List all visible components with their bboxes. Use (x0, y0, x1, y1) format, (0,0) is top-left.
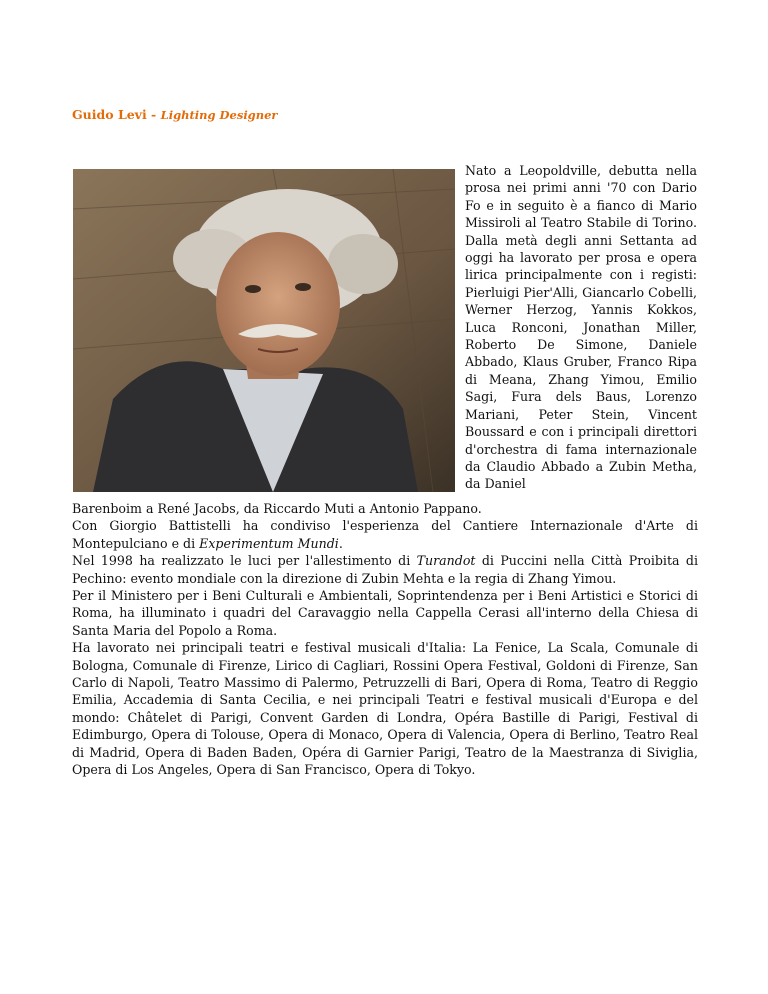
paragraph-caravaggio: Per il Ministero per i Beni Culturali e Ambientali, Soprintendenza per i Beni Artistici e Storici di Roma, ha illuminato i quadri del Caravaggio nella Cappella Cerasi all'interno della Chiesa di Santa Maria del Popolo a Roma. (72, 588, 698, 638)
turandot-pre: Nel 1998 ha realizzato le luci per l'allestimento di (72, 553, 417, 569)
turandot-post: di Puccini nella Città Proibita di Pechino: evento mondiale con la direzione di Zubin Mehta e la regia di Zhang Yimou. (72, 553, 698, 586)
battistelli-end: . (338, 535, 343, 551)
bio-body (72, 500, 698, 779)
paragraph-battistelli (72, 517, 698, 552)
title-separator: - (146, 107, 161, 122)
bio-side-paragraph: Nato a Leopoldville, debutta nella prosa nei primi anni '70 con Dario Fo e in seguito è a fianco di Mario Missiroli al Teatro Stabile di Torino. Dalla metà degli anni Settanta ad oggi ha lavorato per prosa e opera lirica principalmente con i registi: Pierluigi Pier'Alli, Giancarlo Cobelli, Werner Herzog, Yannis Kokkos, Luca Ronconi, Jonathan Miller, Roberto De Simone, Daniele Abbado, Klaus Gruber, Franco Ripa di Meana, Zhang Yimou, Emilio Sagi, Fura dels Baus, Lorenzo Mariani, Peter Stein, Vincent Boussard e con i principali direttori d'orchestra di fama internazionale da Claudio Abbado a Zubin Metha, da Daniel (465, 163, 697, 492)
portrait-illustration (73, 169, 455, 492)
paragraph-turandot (72, 552, 698, 587)
battistelli-text: Con Giorgio Battistelli ha condiviso l'esperienza del Cantiere Internazionale d'Arte di Montepulciano e di (72, 518, 698, 551)
paragraph-teatri: Ha lavorato nei principali teatri e festival musicali d'Italia: La Fenice, La Scala, Comunale di Bologna, Comunale di Firenze, Lirico di Cagliari, Rossini Opera Festival, Goldoni di Firenze, San Carlo di Napoli, Teatro Massimo di Palermo, Petruzzelli di Bari, Opera di Roma, Teatro di Reggio Emilia, Accademia di Santa Cecilia, e nei principali Teatri e festival musicali d'Europa e del mondo: Châtelet di Parigi, Convent Garden di Londra, Opéra Bastille di Parigi, Festival di Edimburgo, Opera di Tolouse, Opera di Monaco, Opera di Valencia, Opera di Berlino, Teatro Real di Madrid, Opera di Baden Baden, Opéra di Garnier Parigi, Teatro de la Maestranza di Siviglia, Opera di Los Angeles, Opera di San Francisco, Opera di Tokyo. (72, 640, 698, 778)
bio-continuation: Barenboim a René Jacobs, da Riccardo Muti a Antonio Pappano. (72, 501, 482, 516)
designer-role: Lighting Designer (160, 108, 278, 122)
page-title (72, 107, 277, 122)
portrait-photo (73, 169, 455, 492)
designer-name: Guido Levi (72, 107, 147, 122)
turandot-italic: Turandot (416, 553, 476, 569)
battistelli-italic: Experimentum Mundi (199, 535, 339, 551)
